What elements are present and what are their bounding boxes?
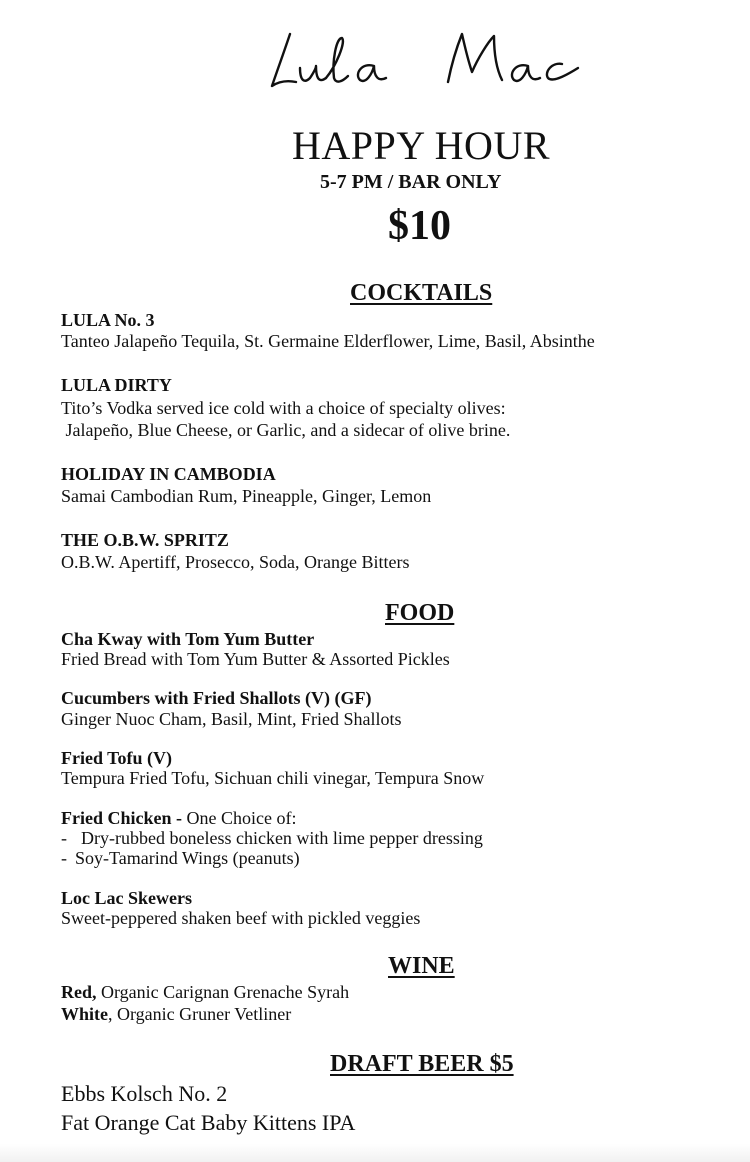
cocktail-description: O.B.W. Apertiff, Prosecco, Soda, Orange Bitters [61,552,410,572]
section-heading-draft-beer: DRAFT BEER $5 [330,1051,514,1077]
food-option: Soy-Tamarind Wings (peanuts) [75,848,300,868]
page-bottom-shade [0,1144,750,1162]
cocktail-description: Tanteo Jalapeño Tequila, St. Germaine Elderflower, Lime, Basil, Absinthe [61,331,595,351]
cocktail-name: LULA DIRTY [61,375,172,395]
section-heading-cocktails: COCKTAILS [350,280,493,306]
food-name: Fried Chicken - [61,808,182,828]
wine-name: White [61,1004,108,1024]
section-heading-wine: WINE [388,953,455,979]
food-description: Tempura Fried Tofu, Sichuan chili vinegar, Tempura Snow [61,768,485,788]
wine-item [61,982,349,1003]
dash-bullet: - [61,828,67,848]
food-description: Ginger Nuoc Cham, Basil, Mint, Fried Shallots [61,709,402,729]
beer-item: Fat Orange Cat Baby Kittens IPA [61,1110,356,1135]
food-name: Cha Kway with Tom Yum Butter [61,629,315,649]
cocktail-description: Tito’s Vodka served ice cold with a choice of specialty olives: [61,398,506,418]
list-item [61,848,300,869]
dash-bullet: - [61,848,67,868]
food-description: Fried Bread with Tom Yum Butter & Assorted Pickles [61,649,450,669]
wine-description: Organic Carignan Grenache Syrah [96,982,350,1002]
food-description: Sweet-peppered shaken beef with pickled veggies [61,908,421,928]
food-item-fried-chicken [61,808,296,829]
wine-description: , Organic Gruner Vetliner [108,1004,292,1024]
beer-item: Ebbs Kolsch No. 2 [61,1081,228,1106]
script-signature-logo [262,22,582,102]
food-name: Cucumbers with Fried Shallots (V) (GF) [61,688,372,708]
cocktail-name: THE O.B.W. SPRITZ [61,530,229,550]
wine-name: Red, [61,982,97,1002]
happy-hour-price: $10 [388,203,451,249]
food-name: Fried Tofu (V) [61,748,173,768]
cocktail-description: Jalapeño, Blue Cheese, or Garlic, and a sidecar of olive brine. [61,420,511,440]
cocktail-name: HOLIDAY IN CAMBODIA [61,464,276,484]
cocktail-name: LULA No. 3 [61,310,155,330]
food-option: Dry-rubbed boneless chicken with lime pepper dressing [81,828,483,848]
hours-subtitle: 5-7 PM / BAR ONLY [320,171,502,193]
list-item [61,828,483,849]
food-name: Loc Lac Skewers [61,888,192,908]
page-title: HAPPY HOUR [292,123,551,168]
food-choice-note: One Choice of: [182,808,297,828]
cocktail-description: Samai Cambodian Rum, Pineapple, Ginger, Lemon [61,486,432,506]
wine-item [61,1004,291,1025]
section-heading-food: FOOD [385,600,455,626]
brand-logo [262,22,582,102]
